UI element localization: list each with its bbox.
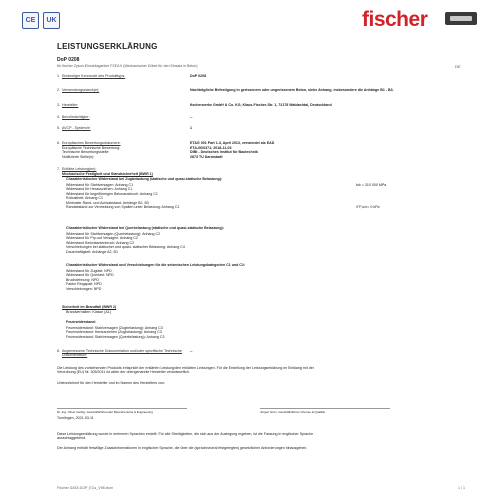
list-item: Minimaler Rand- und Achsabstand: Anhänge B2, B3 bbox=[66, 200, 149, 205]
field-label: Verwendungszweck(e): bbox=[62, 88, 100, 92]
field-value: 1 bbox=[190, 126, 192, 130]
field-label: Hersteller: bbox=[62, 103, 79, 107]
field-value: 2873 TU Darmstadt bbox=[190, 154, 223, 159]
section-heading: Mechanische Festigkeit und Standsicherheit (BWR 1) bbox=[62, 171, 153, 176]
list-item: Widerstand für kegelförmigen Betonausbruch: Anhang C1 bbox=[66, 191, 158, 196]
list-item: Widerstand für Querlast: NPD bbox=[66, 273, 114, 278]
list-item: Robustheit: Anhang C1 bbox=[66, 196, 103, 201]
annex-note: Der Anhang enthält freiwillige Zusatzinformationen in englischer Sprache, die über die (sprachneutral festgelegten) gesetzlichen Anforderungen hinausgehen. bbox=[57, 446, 308, 450]
list-item: Feuerwiderstand: Stahlversagen (Querbelastung): Anhang C3 bbox=[66, 334, 165, 339]
field-label: Bevollmächtigter: bbox=[62, 115, 90, 119]
group-heading: Charakteristischer Widerstand und Verschiebungen für die seismischen Leistungskategorien C1 und C2: bbox=[66, 263, 246, 267]
list-item: Widerstand für Zuglast: NPD bbox=[66, 269, 112, 273]
field-value: -- bbox=[190, 349, 193, 353]
list-item: Feuerwiderstand: Stahlversagen (Zugbelastung): Anhang C3 bbox=[66, 326, 163, 330]
list-item: Widerstand Betonkantenbruch: Anhang C2 bbox=[66, 240, 135, 245]
field-value: ETA-06/0371; 2018-11-03 bbox=[190, 145, 232, 150]
field-value: DoP 0208 bbox=[190, 74, 207, 78]
list-item: Dauerhaftigkeit: Anhänge A2, B1 bbox=[66, 249, 118, 254]
header-logos bbox=[22, 12, 60, 29]
field-label: Eindeutiger Kenncode des Produkttyps: bbox=[62, 74, 126, 78]
language-code: DE bbox=[455, 64, 461, 69]
brand-logo: fischer bbox=[362, 8, 428, 31]
field-value: -- bbox=[190, 115, 193, 119]
footer-filename: Fischer DATA DOP_ECs_V98.xlsm bbox=[57, 486, 113, 490]
certification-logo: UK bbox=[43, 12, 60, 29]
field-number: 5. bbox=[57, 126, 60, 130]
list-item: Verschiebungen bei statischer und quasi- statischer Belastung: Anhang C4 bbox=[66, 245, 185, 250]
field-number: 8. bbox=[57, 349, 60, 353]
signature-line bbox=[57, 408, 187, 409]
field-value: fischerwerke GmbH & Co. KG, Klaus-Fischer-Str. 1, 72178 Waldachtal, Deutschland bbox=[190, 103, 332, 107]
field-number: 2. bbox=[57, 88, 60, 92]
signer-name: Dr.-Ing. Oliver Geibig, Geschäftsführender Bereiche Entw & Engineering bbox=[57, 410, 153, 414]
language-note: Diese Leistungserklärung wurde in mehreren Sprachen erstellt. Für alle Streitigkeiten, die sich aus der Auslegung ergeben, ist die Fassung in englischer Sprache bbox=[57, 432, 314, 436]
signer-name: Jürgen Grün, Geschäftsführer Chemie & Qualität bbox=[260, 410, 325, 414]
field-number: 3. bbox=[57, 103, 60, 107]
field-label: Europäisches Bewertungsdokument: bbox=[62, 141, 121, 145]
declaration-text: Die Leistung des vorstehenden Produkts entspricht der erklärten Leistung/den erklärten Leistungen. Für die Erstellung der Leistungserklärung im Einklang mit der bbox=[57, 366, 314, 370]
list-item: Widerstand für Stahlversagen (Querbelastung): Anhang C2 bbox=[66, 232, 161, 236]
list-item: Brandverhalten: Klasse (A1) bbox=[66, 310, 111, 314]
list-item: Widerstand für Herausziehen: Anhang C1 bbox=[66, 187, 133, 192]
list-item: Verschiebungen: NPD bbox=[66, 286, 102, 291]
group-heading: Charakteristischer Widerstand bei Zugbelastung (statische und quasi-statische Belastung): bbox=[66, 177, 223, 181]
group-heading: Feuerwiderstand: bbox=[66, 320, 96, 324]
section-heading: Sicherheit im Brandfall (BWR 2) bbox=[62, 305, 117, 309]
place-date: Tumlingen, 2021-03-11 bbox=[57, 416, 94, 420]
field-label: Notifizierte Stelle(n): bbox=[62, 154, 95, 159]
field-number: 6. bbox=[57, 141, 60, 145]
field-label: Europäische Technische Bewertung: bbox=[62, 145, 121, 150]
field-label: AVCP - System/e: bbox=[62, 126, 91, 130]
field-value: ETAG 001 Part 1-3, April 2013, verwendet als EAD bbox=[190, 141, 275, 145]
side-value: 0°F,ucr= 0 kPa bbox=[356, 205, 380, 209]
field-value: DIBt - Deutsches Institut für Bautechnik bbox=[190, 150, 258, 154]
declaration-text: Verordnung (EU) Nr. 305/2011 ist allein der obengenannte Hersteller verantwortlich. bbox=[57, 370, 190, 375]
group-heading: Charakteristischer Widerstand bei Querbelastung (statische und quasi-statische Belastung): bbox=[66, 226, 224, 230]
certification-logo: CE bbox=[22, 12, 39, 29]
signed-on-behalf: Unterzeichnet für den Hersteller und im Namen des Herstellers von: bbox=[57, 381, 165, 385]
side-value: fuk = 310 000 MPa bbox=[356, 183, 387, 187]
page-number: 1 / 1 bbox=[458, 486, 465, 490]
list-item: Bruchdehnung: NPD bbox=[66, 277, 99, 282]
list-item: Feuerwiderstand: Herausziehen (Zugbelastung): Anhang C3 bbox=[66, 330, 162, 335]
list-item: Widerstand für Stahlversagen: Anhang C1 bbox=[66, 183, 134, 187]
field-label: Angemessene Technische Dokumentation und/oder spezifische Technische Dokumentation: bbox=[62, 349, 182, 358]
brand-badge-icon bbox=[445, 12, 477, 25]
page-title: LEISTUNGSERKLÄRUNG bbox=[57, 42, 158, 51]
field-number: 4. bbox=[57, 115, 60, 119]
list-item: Widerstand für Pry-out Versagen: Anhang C2 bbox=[66, 236, 138, 241]
dop-subtitle: für fischer Zykon-Einschlaganker FZEA II (Mechanischer Dübel für den Einsatz in Beton) bbox=[57, 64, 198, 68]
field-label: Technische Bewertungsstelle: bbox=[62, 150, 110, 154]
list-item: Randabstand zur Vermeidung von Spalten unter Belastung: Anhang C1 bbox=[66, 205, 180, 209]
signature-line bbox=[260, 408, 390, 409]
dop-number: DoP 0208 bbox=[57, 57, 80, 63]
language-note: ausschlaggebend. bbox=[57, 436, 87, 441]
field-label: Erklärte Leistung(en): bbox=[62, 167, 97, 171]
field-number: 1. bbox=[57, 74, 60, 78]
list-item: Faktor Ringspalt: NPD bbox=[66, 282, 102, 287]
field-number: 7. bbox=[57, 167, 60, 171]
field-value: Nachträgliche Befestigung in gerissenem oder ungerissenem Beton, siehe Anhang, insbesondere die Anhänge B1 - B3. bbox=[190, 88, 394, 92]
